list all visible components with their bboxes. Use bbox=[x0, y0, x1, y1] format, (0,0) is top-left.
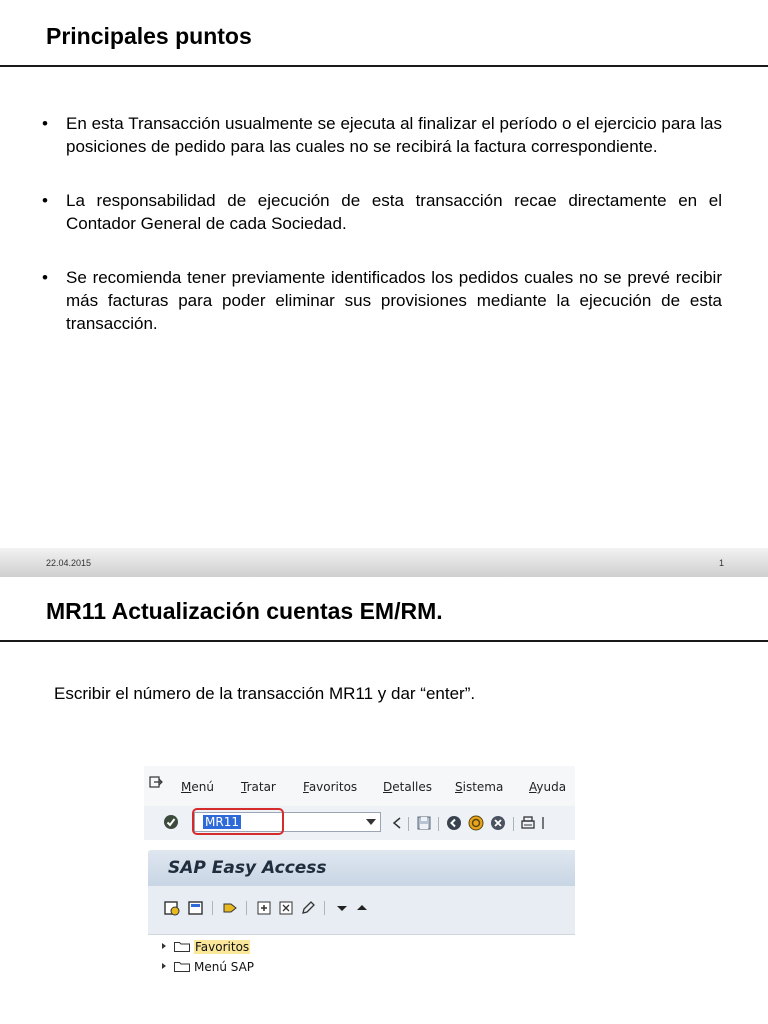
bullet-item bbox=[40, 112, 722, 158]
toolbar-separator bbox=[246, 901, 247, 915]
expand-triangle-icon[interactable] bbox=[162, 963, 166, 969]
menu-item-favoritos[interactable] bbox=[303, 780, 357, 794]
sap-screen-title: SAP Easy Access bbox=[168, 858, 327, 878]
folder-icon bbox=[174, 961, 190, 972]
instruction-text: Escribir el número de la transacción MR11 y dar “enter”. bbox=[54, 684, 476, 703]
other-menu-icon[interactable] bbox=[222, 900, 238, 916]
menu-accel: A bbox=[529, 780, 537, 794]
bullet-item bbox=[40, 189, 722, 235]
menu-accel: M bbox=[181, 780, 192, 794]
sap-window-screenshot bbox=[144, 766, 575, 1006]
slide2-title: MR11 Actualización cuentas EM/RM. bbox=[46, 598, 443, 624]
bullet-list bbox=[40, 112, 722, 366]
sap-menu-icon[interactable] bbox=[188, 900, 204, 916]
tree-node-label: Menú SAP bbox=[194, 960, 255, 974]
edit-pencil-icon[interactable] bbox=[300, 900, 316, 916]
find-icon[interactable] bbox=[540, 815, 556, 831]
slide1-title: Principales puntos bbox=[46, 23, 252, 49]
menu-accel: D bbox=[383, 780, 393, 794]
bullet-dot: • bbox=[42, 114, 48, 133]
bullet-dot: • bbox=[42, 268, 48, 287]
menu-exit-icon[interactable] bbox=[149, 776, 163, 788]
command-field-value: MR11 bbox=[205, 815, 239, 829]
add-favorite-icon[interactable] bbox=[256, 900, 272, 916]
bullet-text: En esta Transacción usualmente se ejecuta al finalizar el período o el ejercicio para las posiciones de pedido para las cuales no se recibirá la factura correspondiente. bbox=[66, 114, 722, 156]
back-circle-icon[interactable] bbox=[446, 815, 462, 831]
menu-label: istema bbox=[462, 780, 504, 794]
bullet-item bbox=[40, 266, 722, 335]
toolbar-separator bbox=[513, 817, 514, 831]
save-icon[interactable] bbox=[416, 815, 432, 831]
menu-item-tratar[interactable] bbox=[241, 780, 276, 794]
menu-label: enú bbox=[191, 780, 214, 794]
tree-node-menu-sap[interactable] bbox=[162, 960, 254, 974]
enter-check-icon[interactable] bbox=[163, 814, 179, 830]
toolbar-separator bbox=[212, 901, 213, 915]
title-rule bbox=[0, 65, 768, 67]
menu-item-sistema[interactable] bbox=[455, 780, 503, 794]
menu-item-ayuda[interactable] bbox=[529, 780, 566, 794]
toolbar-separator bbox=[408, 817, 409, 831]
move-up-icon[interactable] bbox=[354, 900, 370, 916]
sap-application-toolbar bbox=[148, 886, 575, 934]
delete-favorite-icon[interactable] bbox=[278, 900, 294, 916]
footer-date: 22.04.2015 bbox=[46, 558, 92, 568]
expand-triangle-icon[interactable] bbox=[162, 943, 166, 949]
footer-page-number: 1 bbox=[718, 558, 724, 568]
sap-command-bar bbox=[144, 806, 575, 840]
menu-accel: F bbox=[303, 780, 309, 794]
slide-footer bbox=[0, 548, 768, 577]
bullet-text: Se recomienda tener previamente identificados los pedidos cuales no se prevé recibir más facturas para poder eliminar sus provisiones mediante la ejecución de esta transacción. bbox=[66, 268, 722, 333]
chevron-down-icon[interactable] bbox=[366, 819, 376, 825]
sap-title-area bbox=[148, 850, 575, 886]
tree-node-label: Favoritos bbox=[195, 940, 250, 954]
sap-menubar bbox=[144, 766, 575, 806]
folder-icon bbox=[174, 941, 190, 952]
command-field-highlight bbox=[192, 808, 284, 835]
bullet-text: La responsabilidad de ejecución de esta transacción recae directamente en el Contador General de cada Sociedad. bbox=[66, 191, 722, 233]
cancel-circle-icon[interactable] bbox=[490, 815, 506, 831]
bullet-dot: • bbox=[42, 191, 48, 210]
sap-menu-tree bbox=[148, 934, 575, 1006]
menu-label: avoritos bbox=[308, 780, 358, 794]
toolbar-separator bbox=[324, 901, 325, 915]
menu-item-detalles[interactable] bbox=[383, 780, 432, 794]
menu-label: yuda bbox=[536, 780, 567, 794]
tree-node-favoritos[interactable] bbox=[162, 940, 250, 954]
menu-accel: T bbox=[241, 780, 247, 794]
print-icon[interactable] bbox=[520, 815, 536, 831]
menu-accel: S bbox=[455, 780, 463, 794]
user-menu-icon[interactable] bbox=[164, 900, 180, 916]
move-down-icon[interactable] bbox=[334, 900, 350, 916]
back-arrow-icon[interactable] bbox=[389, 815, 405, 831]
title-rule bbox=[0, 640, 768, 642]
menu-label: etalles bbox=[392, 780, 432, 794]
menu-label: ratar bbox=[246, 780, 276, 794]
menu-item-menu[interactable] bbox=[181, 780, 214, 794]
exit-circle-icon[interactable] bbox=[468, 815, 484, 831]
toolbar-separator bbox=[438, 817, 439, 831]
